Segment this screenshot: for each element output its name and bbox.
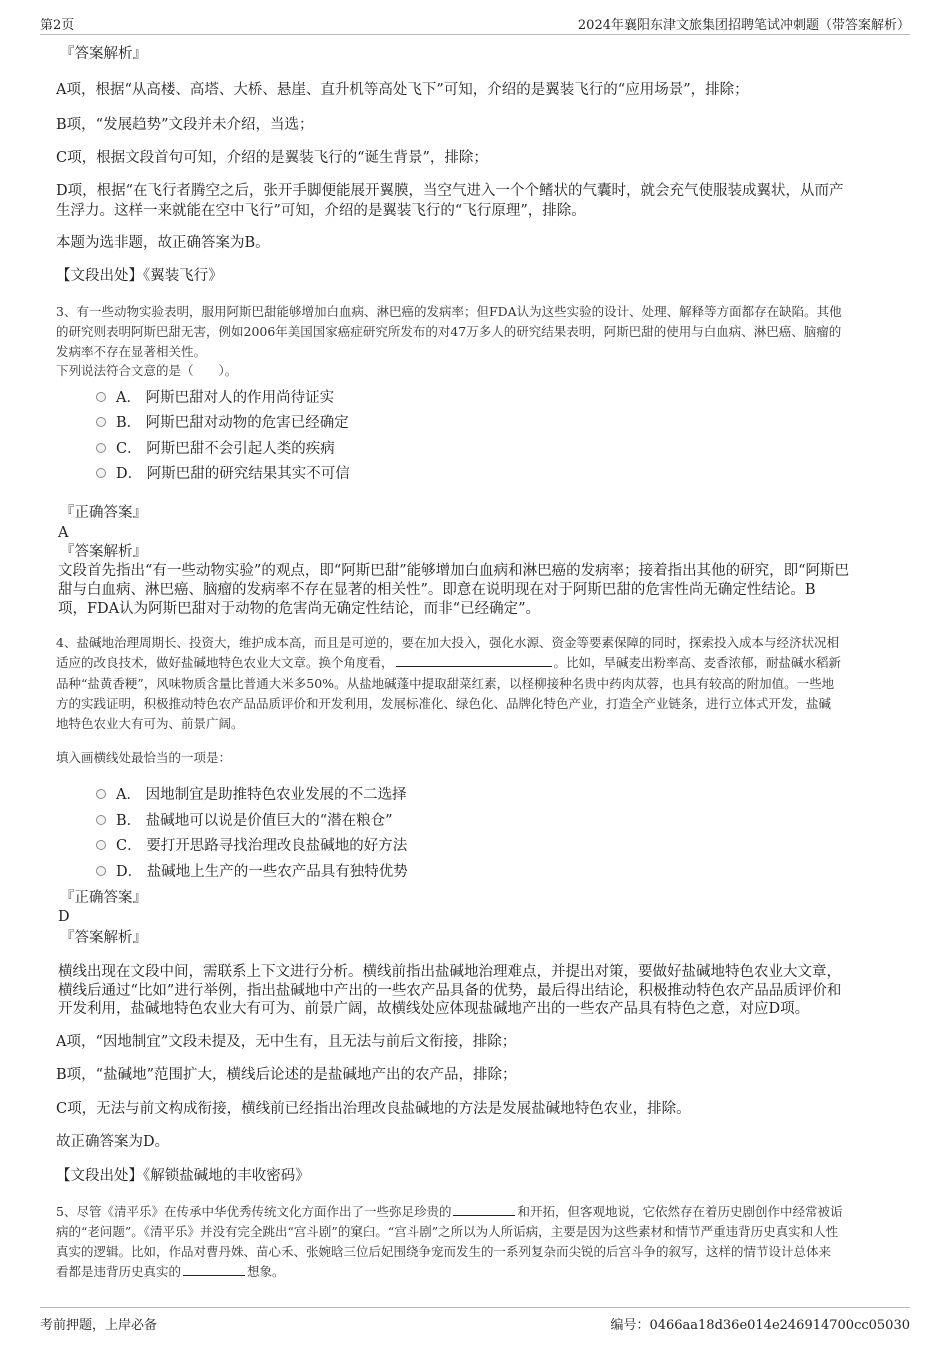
q4-stem-line4: 方的实践证明，积极推动特色农产品品质评价和开发利用，发展标准化、绿色化、品牌化特色产业，打造全产业链条，进行立体式开发，盐碱 bbox=[56, 696, 832, 711]
page-header bbox=[40, 12, 910, 35]
q4-prompt: 填入画横线处最恰当的一项是： bbox=[56, 750, 232, 765]
q3-stem-line2: 的研究则表明阿斯巴甜无害，例如2006年美国国家癌症研究所发布的对47万多人的研究结果表明，阿斯巴甜的使用与白血病、淋巴癌、脑瘤的 bbox=[56, 324, 842, 339]
q2-conclusion: 本题为选非题，故正确答案为B。 bbox=[56, 235, 270, 251]
q4-analysis-a: A项，“因地制宜”文段未提及，无中生有，且无法与前后文衔接，排除； bbox=[56, 1034, 517, 1050]
radio-icon[interactable] bbox=[96, 789, 106, 799]
q3-answer: A bbox=[58, 525, 69, 541]
q2-analysis-b: B项，“发展趋势”文段并未介绍，当选； bbox=[56, 117, 314, 133]
q4-stem-line2: 适应的改良技术，做好盐碱地特色农业大文章。换个角度看， 。比如，旱碱麦出粉率高、麦香浓郁，耐盐碱水稻新 bbox=[56, 655, 842, 670]
q4-analysis-line2: 横线后通过“比如”进行举例，指出盐碱地中产出的一些农产品具备的优势，最后得出结论，积极推动特色农产品品质评价和 bbox=[58, 983, 842, 999]
page-footer bbox=[40, 1307, 910, 1334]
q2-source: 【文段出处】《翼装飞行》 bbox=[56, 268, 223, 284]
q4-analysis-b: B项，“盐碱地”范围扩大，横线后论述的是盐碱地产出的农产品，排除； bbox=[56, 1067, 517, 1083]
radio-icon[interactable] bbox=[96, 468, 106, 478]
q2-analysis-a: A项，根据“从高楼、高塔、大桥、悬崖、直升机等高处飞下”可知，介绍的是翼装飞行的“应用场景”，排除； bbox=[56, 82, 749, 98]
q3-option-a[interactable]: A． 阿斯巴甜对人的作用尚待证实 bbox=[96, 386, 334, 407]
q5-stem-line1: 5、尽管《清平乐》在传承中华优秀传统文化方面作出了一些弥足珍贵的 和开拓，但客观地说，它依然存在着历史剧创作中经常被诟 bbox=[56, 1204, 843, 1219]
q2-analysis-c: C项，根据文段首句可知，介绍的是翼装飞行的“诞生背景”，排除； bbox=[56, 150, 488, 166]
radio-icon[interactable] bbox=[96, 840, 106, 850]
fill-blank bbox=[396, 653, 552, 667]
q3-stem-line3: 发病率不存在显著相关性。 bbox=[56, 344, 207, 359]
fill-blank bbox=[453, 1202, 515, 1216]
q4-source: 【文段出处】《解锁盐碱地的丰收密码》 bbox=[56, 1168, 310, 1184]
q3-option-b[interactable]: B． 阿斯巴甜对动物的危害已经确定 bbox=[96, 411, 349, 432]
q3-prompt: 下列说法符合文意的是（ ）。 bbox=[56, 363, 238, 378]
document-title: 2024年襄阳东津文旅集团招聘笔试冲刺题（带答案解析） bbox=[577, 18, 910, 33]
q4-analysis-c: C项，无法与前文构成衔接，横线前已经指出治理改良盐碱地的方法是发展盐碱地特色农业，排除。 bbox=[56, 1101, 691, 1117]
q2-analysis-d-line1: D项，根据“在飞行者腾空之后，张开手脚便能展开翼膜，当空气进入一个个鳍状的气囊时，就会充气使服装成翼状，从而产 bbox=[56, 183, 844, 199]
q2-analysis-label: 『答案解析』 bbox=[60, 46, 147, 62]
radio-icon[interactable] bbox=[96, 815, 106, 825]
q4-conclusion: 故正确答案为D。 bbox=[56, 1134, 170, 1150]
q4-answer-label: 『正确答案』 bbox=[60, 890, 147, 906]
fill-blank bbox=[183, 1262, 245, 1276]
q4-option-a[interactable]: A． 因地制宜是助推特色农业发展的不二选择 bbox=[96, 783, 407, 804]
q3-option-d[interactable]: D． 阿斯巴甜的研究结果其实不可信 bbox=[96, 462, 350, 483]
q4-stem-line3: 品种“盐黄香粳”，风味物质含量比普通大米多50%。从盐地碱蓬中提取甜菜红素，以柽柳接种名贵中药肉苁蓉，也具有较高的附加值。一些地 bbox=[56, 676, 835, 691]
q4-option-b[interactable]: B． 盐碱地可以说是价值巨大的“潜在粮仓” bbox=[96, 809, 393, 830]
q4-analysis-line3: 开发利用，盐碱地特色农业大有可为、前景广阔，故横线处应体现盐碱地产出的一些农产品具有特色之意，对应D项。 bbox=[58, 1001, 810, 1017]
radio-icon[interactable] bbox=[96, 443, 106, 453]
radio-icon[interactable] bbox=[96, 417, 106, 427]
q4-answer: D bbox=[58, 909, 70, 925]
q3-option-c[interactable]: C． 阿斯巴甜不会引起人类的疾病 bbox=[96, 437, 335, 458]
q4-stem-line1: 4、盐碱地治理周期长、投资大，维护成本高，而且是可逆的，要在加大投入，强化水源、资金等要素保障的同时，探索投入成本与经济状况相 bbox=[56, 635, 839, 650]
q3-answer-label: 『正确答案』 bbox=[60, 505, 147, 521]
q3-stem-line1: 3、有一些动物实验表明，服用阿斯巴甜能够增加白血病、淋巴癌的发病率；但FDA认为这些实验的设计、处理、解释等方面都存在缺陷。其他 bbox=[56, 304, 842, 319]
q3-analysis-label: 『答案解析』 bbox=[60, 544, 147, 560]
page-number: 第2页 bbox=[40, 18, 75, 33]
radio-icon[interactable] bbox=[96, 392, 106, 402]
q3-analysis-line3: 项，FDA认为阿斯巴甜对于动物的危害尚无确定性结论，而非“已经确定”。 bbox=[58, 601, 540, 617]
radio-icon[interactable] bbox=[96, 866, 106, 876]
q5-stem-line2: 病的“老问题”。《清平乐》并没有完全跳出“宫斗剧”的窠臼。“宫斗剧”之所以为人所诟病，主要是因为这些素材和情节严重违背历史真实和人性 bbox=[56, 1224, 839, 1239]
document-code: 编号：0466aa18d36e014e246914700cc05030 bbox=[610, 1318, 910, 1333]
q2-analysis-d-line2: 生浮力。这样一来就能在空中飞行”可知，介绍的是翼装飞行的“飞行原理”，排除。 bbox=[56, 203, 586, 219]
footer-note: 考前押题，上岸必备 bbox=[40, 1318, 158, 1333]
q5-stem-line4: 看都是违背历史真实的 想象。 bbox=[56, 1264, 285, 1279]
q4-option-d[interactable]: D． 盐碱地上生产的一些农产品具有独特优势 bbox=[96, 860, 408, 881]
q4-option-c[interactable]: C． 要打开思路寻找治理改良盐碱地的好方法 bbox=[96, 834, 407, 855]
q5-stem-line3: 真实的逻辑。比如，作品对曹丹姝、苗心禾、张婉晗三位后妃围绕争宠而发生的一系列复杂而尖锐的后宫斗争的叙写，这样的情节设计总体来 bbox=[56, 1244, 832, 1259]
q4-analysis-line1: 横线出现在文段中间，需联系上下文进行分析。横线前指出盐碱地治理难点，并提出对策，要做好盐碱地特色农业大文章， bbox=[58, 964, 841, 980]
q3-analysis-line2: 甜与白血病、淋巴癌、脑瘤的发病率不存在显著的相关性”。即意在说明现在对于阿斯巴甜的危害性尚无确定性结论。B bbox=[58, 582, 816, 598]
q4-analysis-label: 『答案解析』 bbox=[60, 930, 147, 946]
q3-analysis-line1: 文段首先指出“有一些动物实验”的观点，即“阿斯巴甜”能够增加白血病和淋巴癌的发病率；接着指出其他的研究，即“阿斯巴 bbox=[58, 563, 850, 579]
q4-stem-line5: 地特色农业大有可为、前景广阔。 bbox=[56, 716, 244, 731]
